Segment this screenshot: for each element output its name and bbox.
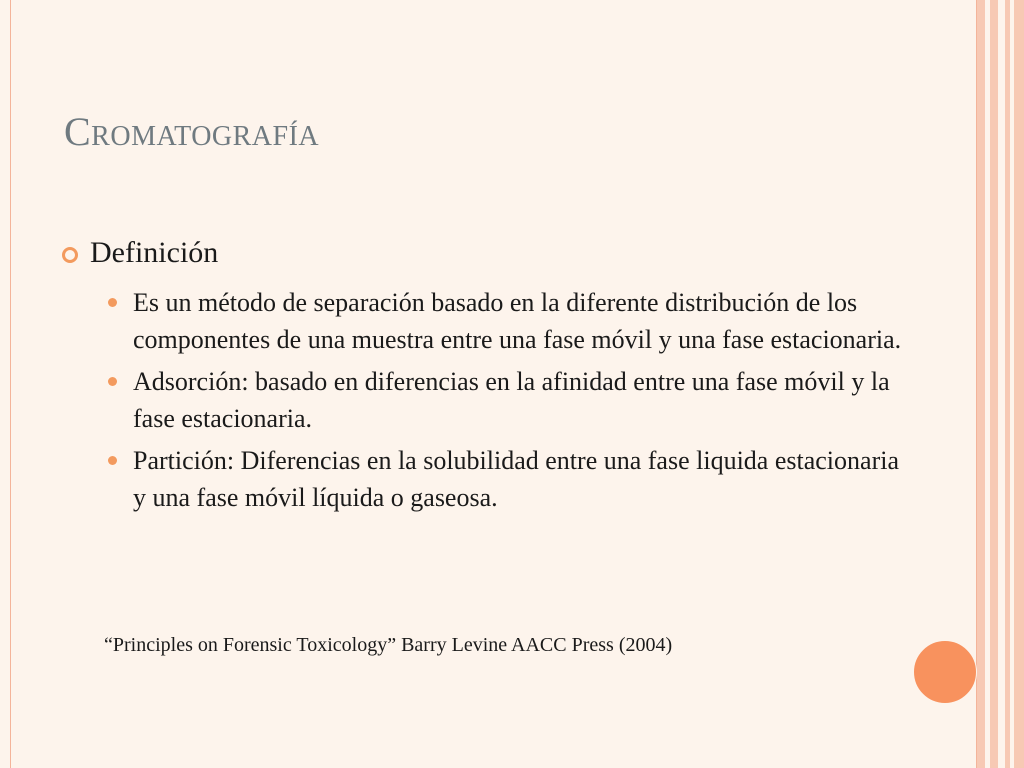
sub-bullet-text: Es un método de separación basado en la diferente distribución de los componentes de una muestra entre una fase móvil y una fase estacionaria. <box>133 288 902 354</box>
decor-stripe <box>977 0 985 768</box>
sub-bullet-item <box>104 363 904 437</box>
heading-text: Definición <box>90 236 219 269</box>
slide-title: Cromatografía <box>64 109 320 154</box>
sub-bullet-item <box>104 442 904 516</box>
sub-bullet-item <box>104 284 904 358</box>
decor-stripe <box>1010 0 1014 768</box>
dot-bullet-icon <box>108 298 117 307</box>
sub-bullet-text: Partición: Diferencias en la solubilidad entre una fase liquida estacionaria y una fase móvil líquida o gaseosa. <box>133 446 899 512</box>
decor-stripe <box>1005 0 1024 768</box>
decor-stripe <box>998 0 1005 768</box>
dot-bullet-icon <box>108 377 117 386</box>
decor-stripe <box>990 0 998 768</box>
sub-bullet-list <box>104 284 904 521</box>
ring-bullet-icon <box>62 247 78 263</box>
citation-text: “Principles on Forensic Toxicology” Barry Levine AACC Press (2004) <box>104 634 673 656</box>
circle-decoration <box>913 640 977 704</box>
heading-bullet-item <box>62 236 218 270</box>
sub-bullet-text: Adsorción: basado en diferencias en la afinidad entre una fase móvil y la fase estacionaria. <box>133 367 890 433</box>
dot-bullet-icon <box>108 456 117 465</box>
